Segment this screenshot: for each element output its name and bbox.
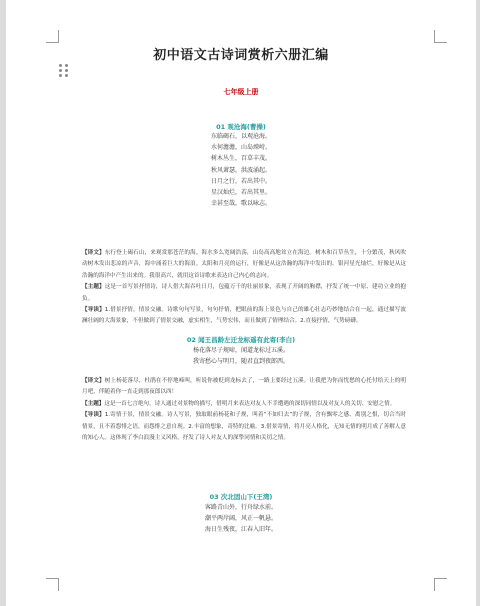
translation-paragraph: 【译文】树上杨花落尽，杜鹃在不停地啼叫，听说你被贬到龙标去了，一路上要经过五溪。让我把为你而忧愁的心托付给天上的明月吧，伴随着你一直走到那夜郎以西！ [82, 378, 406, 396]
label: 【主题】 [82, 284, 105, 291]
translation-paragraph: 【译文】东行登上碣石山，来观赏那苍茫的海。海水多么宽阔浩荡，山岛高高地耸立在海边。树木和百草丛生，十分繁茂，秋风吹动树木发出悲凉的声音，海中涌着巨大的海浪。太阳和月亮的运行，好像是从这浩瀚的海洋中发出的。银河星光灿烂，好像是从这浩瀚的海洋中产生出来的。我很高兴，就用这首诗歌来表达自己内心的志向。 [82, 250, 406, 279]
commentary [82, 248, 406, 328]
poem-verse [6, 131, 476, 209]
poem-heading: 01 观沧海(曹操) [216, 123, 266, 131]
verse-line: 幸甚至哉，歌以咏志。 [210, 200, 271, 208]
margin-corner-bottom-right [434, 578, 447, 591]
label: 【导读】 [82, 307, 105, 314]
label: 【主题】 [82, 400, 105, 407]
margin-corner-bottom-left [46, 578, 59, 591]
label: 【译文】 [82, 378, 105, 384]
label: 【导读】 [82, 412, 105, 419]
theme-paragraph: 【主题】这是一首写景抒情诗，诗人借大海吞吐日月，包蕴万千的壮丽景象，表现了开阔的胸襟，抒发了统一中原、建功立业的抱负。 [82, 284, 406, 302]
verse-line: 水何澹澹，山岛竦峙。 [210, 144, 271, 152]
verse-line: 树木丛生，百草丰茂。 [210, 155, 271, 163]
margin-corner-top-right [434, 30, 447, 43]
poem-verse [6, 502, 476, 536]
theme-paragraph: 【主题】这是一首七言绝句，诗人通过对景物的描写，借明月来表达对友人不幸遭遇的深切同情以及对友人的关切、安慰之情。 [82, 400, 396, 407]
guide-paragraph: 【导读】1.借景抒情，情景交融。诗歌句句写景，句句抒情，把眼前的海上景色与自己的雄心壮志巧妙地结合在一起，通过描写波澜壮阔的大海景象，不但做到了情景交融，虚实相生，气势宏伟，而且做到了情理结合。2.直接抒情，气势磅礴。 [82, 307, 406, 325]
grade-heading: 七年级上册 [223, 88, 259, 96]
document-page [6, 0, 476, 606]
document-title: 初中语文古诗词赏析六册汇编 [153, 48, 329, 63]
verse-line: 海日生残夜，江春入旧年。 [204, 526, 277, 534]
margin-corner-top-left [46, 30, 59, 43]
verse-line: 星汉灿烂，若出其里。 [210, 188, 271, 196]
poem-verse [6, 345, 476, 367]
verse-line: 客路青山外，行舟绿水前。 [204, 504, 277, 511]
verse-line: 潮平两岸阔，风正一帆悬。 [204, 515, 277, 523]
verse-line: 秋风萧瑟，洪波涌起。 [210, 166, 271, 174]
verse-line: 杨花落尽子规啼，闻道龙标过五溪。 [192, 347, 289, 354]
poem-heading: 03 次北固山下(王湾) [209, 493, 273, 501]
verse-line: 东临碣石，以观沧海。 [210, 133, 271, 140]
verse-line: 日月之行，若出其中。 [210, 177, 271, 185]
verse-line: 我寄愁心与明月，随君直到夜郎西。 [192, 358, 289, 366]
guide-paragraph: 【导读】1.寄情于景，情景交融。诗人写景，独取眼前杨花和子规，叫着“不如归去”的子规，含有飘零之感、离别之恨，切合当时情景，且不着怨悱之语，而怨悱之意自现。2.丰富的想象，奇特的比喻。3.借景寄情，将月亮人格化，无知无情的明月成了善解人意的知心人。这体现了李白浪漫主义风格，抒发了诗人对友人的深挚同情和关切之情。 [82, 412, 406, 442]
label: 【译文】 [82, 250, 105, 256]
commentary [82, 376, 406, 444]
poem-heading: 02 闻王昌龄左迁龙标遥有此寄(李白) [186, 336, 296, 344]
drag-handle-icon[interactable] [59, 64, 69, 78]
